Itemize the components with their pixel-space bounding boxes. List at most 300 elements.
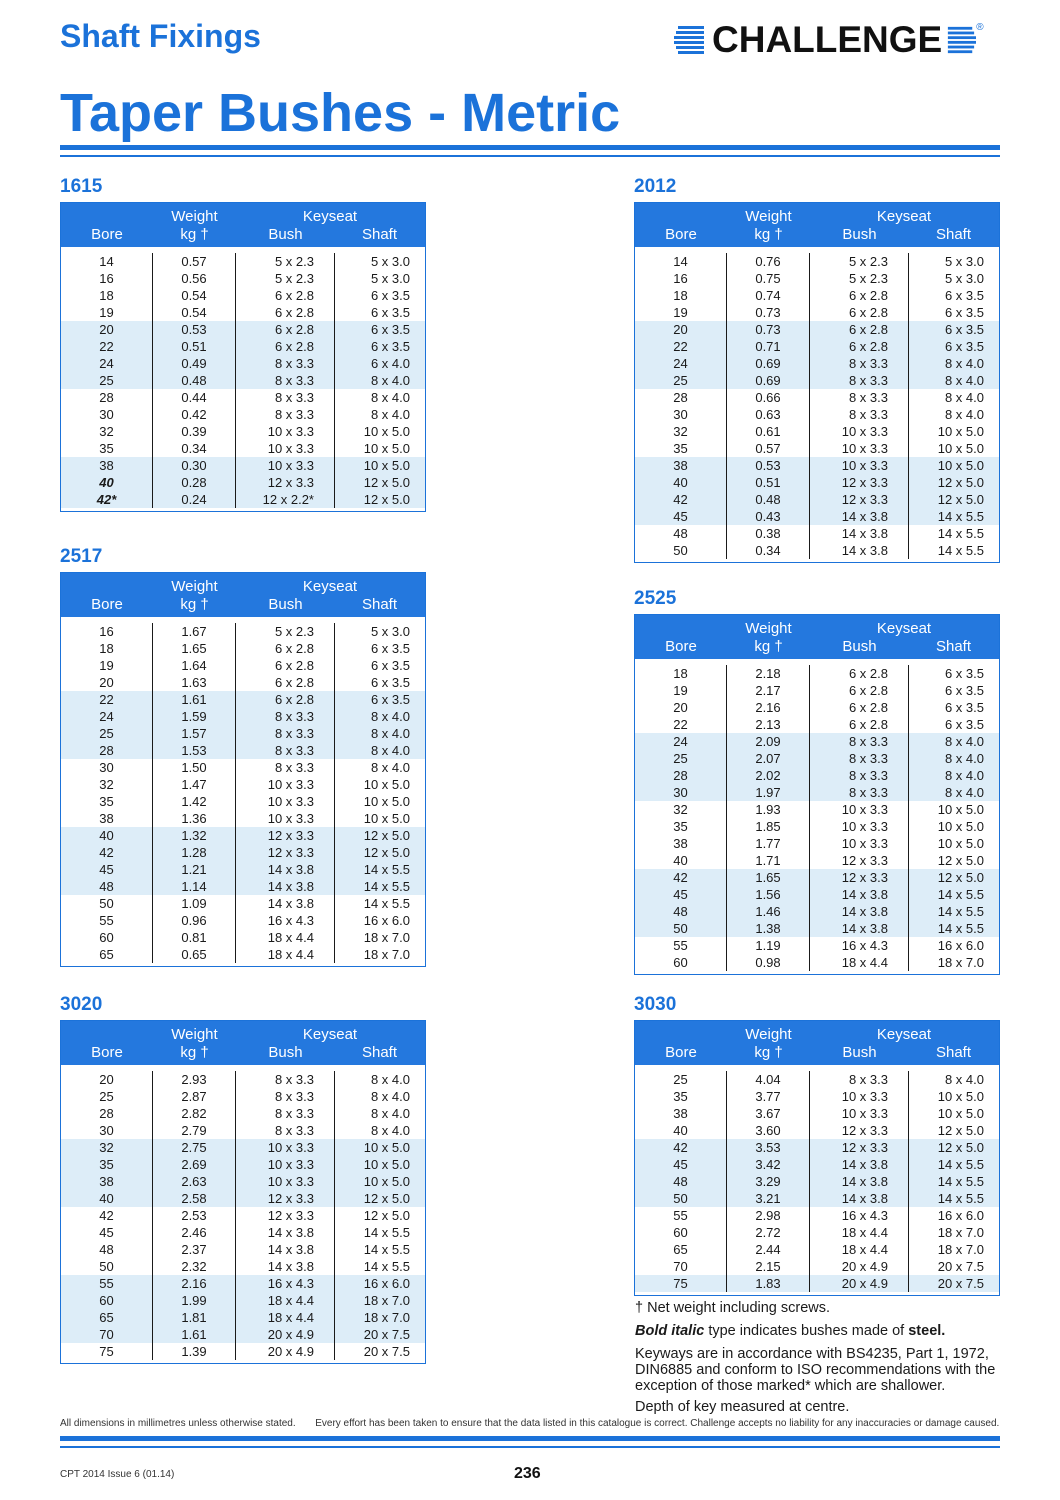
- cell-bore: 48: [61, 1241, 153, 1258]
- cell-bore: 42: [61, 844, 153, 861]
- cell-weight: 2.07: [727, 750, 810, 767]
- cell-weight: 0.98: [727, 954, 810, 971]
- brand-logo: [674, 20, 984, 60]
- cell-shaft-keyseat: 8 x 4.0: [370, 760, 410, 775]
- header-bore: Bore: [91, 1044, 123, 1061]
- cell-weight: 0.81: [153, 929, 236, 946]
- table-row: [61, 946, 425, 963]
- cell-shaft-keyseat: 18 x 7.0: [937, 1225, 984, 1240]
- cell-bore: 55: [61, 912, 153, 929]
- cell-bush-keyseat: 18 x 4.4: [236, 1292, 335, 1309]
- cell-bush-keyseat: 12 x 3.3: [236, 474, 335, 491]
- cell-weight: 2.15: [727, 1258, 810, 1275]
- cell-bore: 32: [61, 776, 153, 793]
- cell-bush-keyseat: 10 x 3.3: [236, 776, 335, 793]
- cell-weight: 1.77: [727, 835, 810, 852]
- cell-bush-keyseat: 5 x 2.3: [236, 270, 335, 287]
- header-bush: Bush: [268, 226, 303, 243]
- cell-shaft-keyseat: 12 x 5.0: [937, 475, 984, 490]
- cell-bore: 14: [635, 253, 727, 270]
- table-row: [635, 869, 999, 886]
- cell-bush-keyseat: 8 x 3.3: [236, 355, 335, 372]
- cell-bush-keyseat: 5 x 2.3: [810, 270, 909, 287]
- cell-shaft-keyseat: 18 x 7.0: [363, 1310, 410, 1325]
- cell-bore: 40: [61, 474, 153, 491]
- cell-bore: 20: [61, 674, 153, 691]
- cell-shaft-keyseat: 18 x 7.0: [937, 955, 984, 970]
- table-row: [635, 1275, 999, 1292]
- table-row: [61, 338, 425, 355]
- table-header: [635, 203, 999, 247]
- cell-shaft-keyseat: 18 x 7.0: [363, 947, 410, 962]
- table-row: [635, 835, 999, 852]
- cell-weight: 0.48: [727, 491, 810, 508]
- cell-bore: 20: [635, 321, 727, 338]
- cell-bore: 18: [635, 287, 727, 304]
- cell-bore: 38: [635, 457, 727, 474]
- header-rule-thick: [60, 145, 1000, 150]
- cell-bore: 35: [61, 440, 153, 457]
- cell-bush-keyseat: 14 x 3.8: [810, 920, 909, 937]
- cell-bore: 48: [635, 1173, 727, 1190]
- cell-shaft-keyseat: 8 x 4.0: [370, 373, 410, 388]
- cell-bore: 42: [635, 491, 727, 508]
- cell-shaft-keyseat: 6 x 3.5: [944, 666, 984, 681]
- cell-bush-keyseat: 12 x 2.2*: [236, 491, 335, 508]
- cell-bore: 35: [635, 1088, 727, 1105]
- cell-bush-keyseat: 18 x 4.4: [810, 1241, 909, 1258]
- cell-weight: 0.66: [727, 389, 810, 406]
- header-weight: Weight: [171, 1026, 218, 1043]
- table-row: [61, 287, 425, 304]
- cell-shaft-keyseat: 8 x 4.0: [370, 1123, 410, 1138]
- cell-bore: 32: [61, 423, 153, 440]
- table-body: [635, 1065, 999, 1295]
- cell-shaft-keyseat: 12 x 5.0: [937, 853, 984, 868]
- cell-bore: 45: [61, 861, 153, 878]
- header-bush: Bush: [842, 226, 877, 243]
- cell-weight: 1.21: [153, 861, 236, 878]
- cell-shaft-keyseat: 8 x 4.0: [370, 726, 410, 741]
- cell-weight: 1.81: [153, 1309, 236, 1326]
- cell-weight: 0.43: [727, 508, 810, 525]
- section-title: Shaft Fixings: [60, 18, 261, 54]
- table-row: [61, 623, 425, 640]
- cell-bush-keyseat: 6 x 2.8: [236, 674, 335, 691]
- table-row: [635, 542, 999, 559]
- page-number: 236: [514, 1465, 541, 1482]
- cell-bush-keyseat: 6 x 2.8: [236, 691, 335, 708]
- cell-weight: 1.39: [153, 1343, 236, 1360]
- table-row: [635, 1088, 999, 1105]
- table-row: [61, 895, 425, 912]
- cell-bore: 16: [61, 270, 153, 287]
- cell-weight: 1.32: [153, 827, 236, 844]
- table-row: [635, 389, 999, 406]
- table-row: [61, 321, 425, 338]
- cell-bush-keyseat: 10 x 3.3: [236, 440, 335, 457]
- header-shaft: Shaft: [361, 226, 398, 243]
- footer-dims-note: All dimensions in millimetres unless otherwise stated.: [60, 1418, 296, 1429]
- cell-shaft-keyseat: 14 x 5.5: [363, 862, 410, 877]
- table-row: [61, 810, 425, 827]
- cell-shaft-keyseat: 14 x 5.5: [937, 1157, 984, 1172]
- table-row: [635, 423, 999, 440]
- cell-shaft-keyseat: 10 x 5.0: [363, 777, 410, 792]
- cell-weight: 0.38: [727, 525, 810, 542]
- cell-bore: 28: [61, 1105, 153, 1122]
- cell-weight: 1.65: [153, 640, 236, 657]
- cell-bush-keyseat: 8 x 3.3: [236, 708, 335, 725]
- cell-shaft-keyseat: 5 x 3.0: [370, 271, 410, 286]
- cell-bore: 60: [635, 954, 727, 971]
- footer-rule-thick: [60, 1436, 1000, 1441]
- cell-weight: 3.77: [727, 1088, 810, 1105]
- cell-bush-keyseat: 16 x 4.3: [236, 912, 335, 929]
- cell-weight: 1.67: [153, 623, 236, 640]
- cell-shaft-keyseat: 12 x 5.0: [363, 492, 410, 507]
- cell-bore: 42: [635, 1139, 727, 1156]
- cell-bush-keyseat: 14 x 3.8: [810, 886, 909, 903]
- cell-weight: 0.65: [153, 946, 236, 963]
- header-shaft: Shaft: [935, 638, 972, 655]
- table-header: [61, 1021, 425, 1065]
- cell-bush-keyseat: 12 x 3.3: [810, 1139, 909, 1156]
- cell-weight: 2.16: [727, 699, 810, 716]
- cell-bore: 16: [635, 270, 727, 287]
- table-body: [635, 659, 999, 974]
- cell-shaft-keyseat: 12 x 5.0: [363, 845, 410, 860]
- cell-weight: 1.19: [727, 937, 810, 954]
- cell-shaft-keyseat: 8 x 4.0: [944, 768, 984, 783]
- table-row: [61, 793, 425, 810]
- cell-bore: 75: [635, 1275, 727, 1292]
- cell-bush-keyseat: 20 x 4.9: [810, 1275, 909, 1292]
- table-row: [635, 801, 999, 818]
- cell-weight: 1.99: [153, 1292, 236, 1309]
- cell-shaft-keyseat: 14 x 5.5: [363, 1225, 410, 1240]
- cell-bush-keyseat: 6 x 2.8: [810, 699, 909, 716]
- cell-weight: 2.53: [153, 1207, 236, 1224]
- table-row: [61, 1173, 425, 1190]
- cell-bore: 28: [61, 742, 153, 759]
- header-weight-unit: kg †: [180, 596, 209, 613]
- cell-weight: 0.53: [153, 321, 236, 338]
- table-header: [635, 1021, 999, 1065]
- header-bush: Bush: [842, 638, 877, 655]
- table-row: [635, 920, 999, 937]
- table-body: [61, 617, 425, 966]
- cell-bush-keyseat: 12 x 3.3: [810, 1122, 909, 1139]
- cell-bush-keyseat: 8 x 3.3: [236, 1088, 335, 1105]
- table-row: [635, 338, 999, 355]
- cell-shaft-keyseat: 5 x 3.0: [944, 271, 984, 286]
- cell-bore: 25: [635, 750, 727, 767]
- cell-weight: 1.97: [727, 784, 810, 801]
- cell-weight: 1.50: [153, 759, 236, 776]
- cell-bush-keyseat: 16 x 4.3: [236, 1275, 335, 1292]
- cell-bush-keyseat: 14 x 3.8: [236, 1224, 335, 1241]
- table-row: [635, 1224, 999, 1241]
- cell-shaft-keyseat: 8 x 4.0: [944, 734, 984, 749]
- table-block-3030: [634, 994, 1000, 1296]
- table-row: [635, 784, 999, 801]
- header-keyseat: Keyseat: [302, 208, 358, 225]
- table-row: [61, 674, 425, 691]
- cell-bore: 19: [635, 682, 727, 699]
- cell-bush-keyseat: 14 x 3.8: [810, 1173, 909, 1190]
- table-row: [61, 827, 425, 844]
- cell-shaft-keyseat: 10 x 5.0: [937, 424, 984, 439]
- cell-bore: 28: [635, 767, 727, 784]
- table-row: [635, 699, 999, 716]
- cell-shaft-keyseat: 14 x 5.5: [363, 896, 410, 911]
- cell-shaft-keyseat: 8 x 4.0: [944, 785, 984, 800]
- brand-name: CHALLENGE: [712, 19, 943, 60]
- cell-weight: 3.53: [727, 1139, 810, 1156]
- table-row: [61, 253, 425, 270]
- cell-bore: 30: [61, 759, 153, 776]
- cell-bush-keyseat: 16 x 4.3: [810, 937, 909, 954]
- cell-bush-keyseat: 6 x 2.8: [236, 304, 335, 321]
- cell-weight: 2.17: [727, 682, 810, 699]
- cell-bore: 38: [61, 810, 153, 827]
- cell-bore: 60: [61, 929, 153, 946]
- cell-weight: 1.63: [153, 674, 236, 691]
- cell-weight: 1.14: [153, 878, 236, 895]
- cell-weight: 2.46: [153, 1224, 236, 1241]
- table-row: [635, 457, 999, 474]
- cell-bush-keyseat: 10 x 3.3: [236, 793, 335, 810]
- cell-bore: 28: [635, 389, 727, 406]
- cell-bore: 25: [61, 725, 153, 742]
- cell-bore: 18: [635, 665, 727, 682]
- cell-bush-keyseat: 14 x 3.8: [810, 542, 909, 559]
- cell-bush-keyseat: 6 x 2.8: [810, 682, 909, 699]
- cell-shaft-keyseat: 10 x 5.0: [937, 441, 984, 456]
- cell-bore: 70: [61, 1326, 153, 1343]
- header-shaft: Shaft: [361, 596, 398, 613]
- table-row: [635, 733, 999, 750]
- table-row: [61, 1190, 425, 1207]
- cell-shaft-keyseat: 8 x 4.0: [370, 1089, 410, 1104]
- cell-bush-keyseat: 14 x 3.8: [810, 903, 909, 920]
- cell-shaft-keyseat: 18 x 7.0: [937, 1242, 984, 1257]
- note-bold-italic-middle: type indicates bushes made of: [704, 1323, 909, 1339]
- footer-rule-thin: [60, 1446, 1000, 1448]
- table-row: [635, 886, 999, 903]
- cell-shaft-keyseat: 10 x 5.0: [363, 1140, 410, 1155]
- cell-weight: 0.53: [727, 457, 810, 474]
- cell-bore: 50: [635, 1190, 727, 1207]
- table-row: [635, 321, 999, 338]
- cell-shaft-keyseat: 16 x 6.0: [363, 1276, 410, 1291]
- table-row: [635, 491, 999, 508]
- table-row: [635, 304, 999, 321]
- cell-bush-keyseat: 10 x 3.3: [810, 423, 909, 440]
- cell-bore: 19: [61, 304, 153, 321]
- cell-bore: 24: [61, 355, 153, 372]
- cell-bore: 25: [61, 372, 153, 389]
- header-weight: Weight: [171, 578, 218, 595]
- cell-shaft-keyseat: 6 x 3.5: [944, 322, 984, 337]
- cell-weight: 2.93: [153, 1071, 236, 1088]
- cell-bush-keyseat: 8 x 3.3: [236, 389, 335, 406]
- table-row: [61, 1105, 425, 1122]
- cell-shaft-keyseat: 12 x 5.0: [363, 1208, 410, 1223]
- table-row: [61, 1343, 425, 1360]
- cell-bore: 50: [61, 895, 153, 912]
- cell-shaft-keyseat: 12 x 5.0: [363, 1191, 410, 1206]
- cell-bush-keyseat: 14 x 3.8: [810, 525, 909, 542]
- cell-bush-keyseat: 18 x 4.4: [810, 954, 909, 971]
- table-row: [635, 525, 999, 542]
- cell-weight: 2.16: [153, 1275, 236, 1292]
- cell-weight: 2.69: [153, 1156, 236, 1173]
- cell-bush-keyseat: 8 x 3.3: [810, 372, 909, 389]
- table-row: [635, 937, 999, 954]
- table-row: [635, 287, 999, 304]
- table-row: [635, 954, 999, 971]
- cell-bush-keyseat: 5 x 2.3: [236, 623, 335, 640]
- table-row: [61, 423, 425, 440]
- cell-bore: 22: [635, 716, 727, 733]
- cell-shaft-keyseat: 8 x 4.0: [944, 407, 984, 422]
- header-shaft: Shaft: [935, 1044, 972, 1061]
- table-row: [61, 742, 425, 759]
- table: [634, 614, 1000, 975]
- table-block-2517: [60, 546, 426, 967]
- cell-weight: 1.36: [153, 810, 236, 827]
- cell-bore: 55: [61, 1275, 153, 1292]
- cell-bush-keyseat: 10 x 3.3: [810, 818, 909, 835]
- cell-weight: 0.73: [727, 304, 810, 321]
- cell-shaft-keyseat: 8 x 4.0: [944, 751, 984, 766]
- cell-bore: 19: [635, 304, 727, 321]
- note-net-weight: † Net weight including screws.: [635, 1300, 831, 1316]
- cell-bush-keyseat: 14 x 3.8: [810, 508, 909, 525]
- table-row: [61, 1207, 425, 1224]
- table-row: [61, 759, 425, 776]
- cell-bush-keyseat: 6 x 2.8: [810, 321, 909, 338]
- cell-bore: 65: [635, 1241, 727, 1258]
- cell-bush-keyseat: 6 x 2.8: [810, 665, 909, 682]
- table-row: [61, 304, 425, 321]
- cell-weight: 0.71: [727, 338, 810, 355]
- cell-shaft-keyseat: 10 x 5.0: [937, 1089, 984, 1104]
- cell-weight: 2.09: [727, 733, 810, 750]
- cell-weight: 1.28: [153, 844, 236, 861]
- cell-bore: 65: [61, 946, 153, 963]
- table-row: [635, 1258, 999, 1275]
- cell-shaft-keyseat: 6 x 3.5: [370, 641, 410, 656]
- header-bore: Bore: [91, 596, 123, 613]
- cell-bush-keyseat: 10 x 3.3: [236, 1173, 335, 1190]
- footer-disclaimer: [60, 1418, 999, 1429]
- table-row: [635, 253, 999, 270]
- table-row: [635, 372, 999, 389]
- table-row: [61, 1275, 425, 1292]
- cell-bore: 42*: [61, 491, 153, 508]
- cell-weight: 0.69: [727, 372, 810, 389]
- table-row: [635, 1105, 999, 1122]
- note-steel: steel.: [908, 1323, 946, 1339]
- header-weight: Weight: [745, 1026, 792, 1043]
- cell-shaft-keyseat: 12 x 5.0: [937, 870, 984, 885]
- header-bush: Bush: [842, 1044, 877, 1061]
- cell-bush-keyseat: 10 x 3.3: [236, 810, 335, 827]
- table-block-3020: [60, 994, 426, 1364]
- cell-bush-keyseat: 8 x 3.3: [810, 355, 909, 372]
- cell-bore: 38: [61, 457, 153, 474]
- table-row: [635, 406, 999, 423]
- table-row: [61, 861, 425, 878]
- cell-bore: 50: [61, 1258, 153, 1275]
- cell-bush-keyseat: 8 x 3.3: [810, 1071, 909, 1088]
- cell-weight: 1.64: [153, 657, 236, 674]
- table-row: [635, 1173, 999, 1190]
- cell-bore: 30: [635, 784, 727, 801]
- cell-shaft-keyseat: 10 x 5.0: [363, 441, 410, 456]
- table-row: [61, 1258, 425, 1275]
- cell-bore: 14: [61, 253, 153, 270]
- cell-bore: 24: [61, 708, 153, 725]
- cell-bush-keyseat: 18 x 4.4: [236, 946, 335, 963]
- table-row: [635, 355, 999, 372]
- cell-shaft-keyseat: 8 x 4.0: [370, 1072, 410, 1087]
- cell-bush-keyseat: 14 x 3.8: [810, 1156, 909, 1173]
- cell-weight: 1.46: [727, 903, 810, 920]
- header-weight-unit: kg †: [754, 1044, 783, 1061]
- footer-liability-note: Every effort has been taken to ensure that the data listed in this catalogue is correct. Challenge accepts no liability for any inaccuracies or damage caused.: [315, 1418, 1000, 1429]
- table-row: [635, 665, 999, 682]
- table-row: [61, 440, 425, 457]
- cell-bore: 48: [635, 903, 727, 920]
- cell-bush-keyseat: 8 x 3.3: [236, 759, 335, 776]
- cell-bore: 38: [61, 1173, 153, 1190]
- cell-weight: 1.57: [153, 725, 236, 742]
- table: [60, 572, 426, 967]
- cell-shaft-keyseat: 6 x 3.5: [370, 305, 410, 320]
- cell-weight: 1.65: [727, 869, 810, 886]
- cell-shaft-keyseat: 6 x 3.5: [944, 683, 984, 698]
- cell-weight: 0.44: [153, 389, 236, 406]
- cell-weight: 0.74: [727, 287, 810, 304]
- cell-shaft-keyseat: 14 x 5.5: [363, 1242, 410, 1257]
- cell-bore: 20: [61, 321, 153, 338]
- header-weight-unit: kg †: [180, 1044, 209, 1061]
- cell-bore: 22: [61, 338, 153, 355]
- table-row: [61, 457, 425, 474]
- cell-bush-keyseat: 10 x 3.3: [810, 801, 909, 818]
- cell-shaft-keyseat: 14 x 5.5: [937, 509, 984, 524]
- cell-bush-keyseat: 8 x 3.3: [236, 372, 335, 389]
- table-row: [61, 1292, 425, 1309]
- cell-bush-keyseat: 14 x 3.8: [236, 1241, 335, 1258]
- cell-bush-keyseat: 6 x 2.8: [236, 321, 335, 338]
- cell-bush-keyseat: 10 x 3.3: [236, 457, 335, 474]
- cell-bore: 75: [61, 1343, 153, 1360]
- cell-weight: 0.28: [153, 474, 236, 491]
- table: [60, 1020, 426, 1364]
- header-bore: Bore: [91, 226, 123, 243]
- cell-shaft-keyseat: 5 x 3.0: [944, 254, 984, 269]
- cell-shaft-keyseat: 12 x 5.0: [363, 828, 410, 843]
- table-row: [61, 406, 425, 423]
- cell-bore: 30: [61, 406, 153, 423]
- cell-bore: 48: [635, 525, 727, 542]
- cell-shaft-keyseat: 6 x 3.5: [944, 288, 984, 303]
